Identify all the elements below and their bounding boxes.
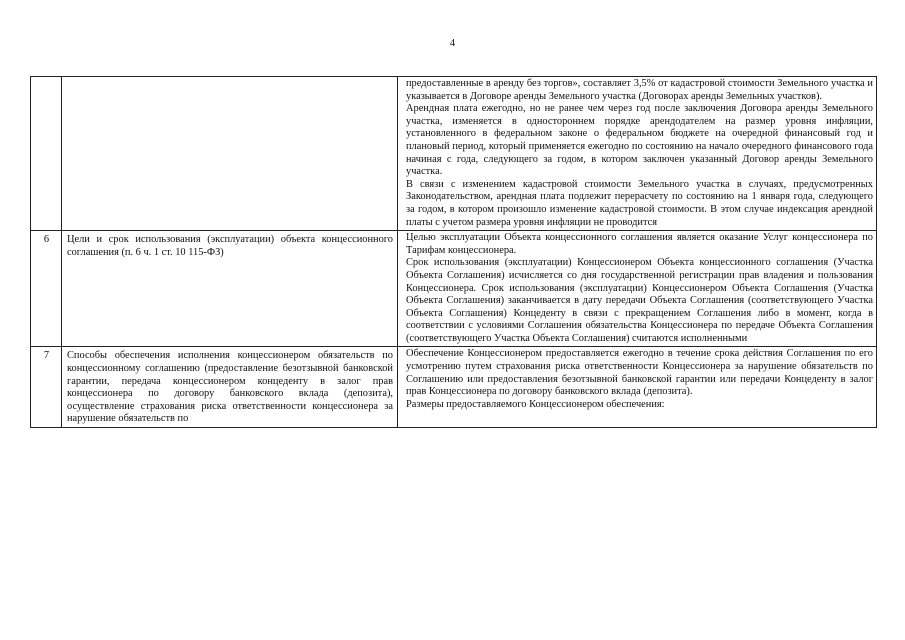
row-description xyxy=(398,77,877,231)
description-paragraph: Обеспечение Концессионером предоставляется ежегодно в течение срока действия Соглашения по его усмотрению путем страхования риска ответственности Концессионера за нарушение обязательств по Соглашению или предоставления безотзывной банковской гарантии или передачи Концеденту в залог прав Концессионера по договору банковского вклада (депозита). xyxy=(406,348,873,398)
description-paragraph: Срок использования (эксплуатации) Концессионером Объекта концессионного соглашения (Участка Объекта Соглашения) исчисляется со дня государственной регистрации прав владения и пользования Концессионера. Срок использования (эксплуатации) Концессионером Объекта Соглашения (Участка Объекта Соглашения) заканчивается в дату передачи Объекта Соглашения (соответствующего Участка Объекта Соглашения) Концеденту в связи с прекращением Соглашения либо в момент, когда в соответствии с условиями Соглашения обязательства Концессионера по передаче Объекта Соглашения (соответствующего Участка Объекта Соглашения) считаются исполненными xyxy=(406,257,873,344)
description-paragraph: предоставленные в аренду без торгов», составляет 3,5% от кадастровой стоимости Земельного участка и указывается в Договоре аренды Земельного участка (Договорах аренды Земельных участков). xyxy=(406,78,873,102)
description-paragraph: В связи с изменением кадастровой стоимости Земельного участка в случаях, предусмотренных Законодательством, арендная плата подлежит перерасчету по состоянию на 1 января года, следующего за годом, в котором произошло изменение кадастровой стоимости. В этом случае индексация арендной платы с учетом размера уровня инфляции не проводится xyxy=(406,178,873,228)
table-row xyxy=(31,231,877,347)
row-title: Способы обеспечения исполнения концессионером обязательств по концессионному соглашению (предоставление безотзывной банковской гарантии, передача концессионером концеденту в залог прав концессионера по договору банковского вклада (депозита), осуществление страхования риска ответственности концессионера за нарушение обязательств по xyxy=(62,347,398,428)
page-number: 4 xyxy=(449,38,456,49)
row-number: 7 xyxy=(31,347,62,428)
table-row xyxy=(31,77,877,231)
row-number: 6 xyxy=(31,231,62,347)
description-paragraph: Размеры предоставляемого Концессионером обеспечения: xyxy=(406,398,665,410)
row-description xyxy=(398,347,877,428)
table-row xyxy=(31,347,877,428)
description-paragraph: Арендная плата ежегодно, но не ранее чем через год после заключения Договора аренды Земельного участка, изменяется в одностороннем порядке арендодателем на размер уровня инфляции, установленного в федеральном законе о федеральном бюджете на очередной финансовый год и плановый период, который применяется ежегодно по состоянию на начало очередного финансового года начиная с года, следующего за годом, в котором заключен указанный Договор аренды Земельного участка. xyxy=(406,103,873,178)
row-number xyxy=(31,77,62,231)
row-description xyxy=(398,231,877,347)
concession-terms-table xyxy=(30,76,877,428)
row-title xyxy=(62,77,398,231)
description-paragraph: Целью эксплуатации Объекта концессионного соглашения является оказание Услуг концессионера по Тарифам концессионера. xyxy=(406,232,873,256)
row-title: Цели и срок использования (эксплуатации) объекта концессионного соглашения (п. 6 ч. 1 ст. 10 115-ФЗ) xyxy=(62,231,398,347)
